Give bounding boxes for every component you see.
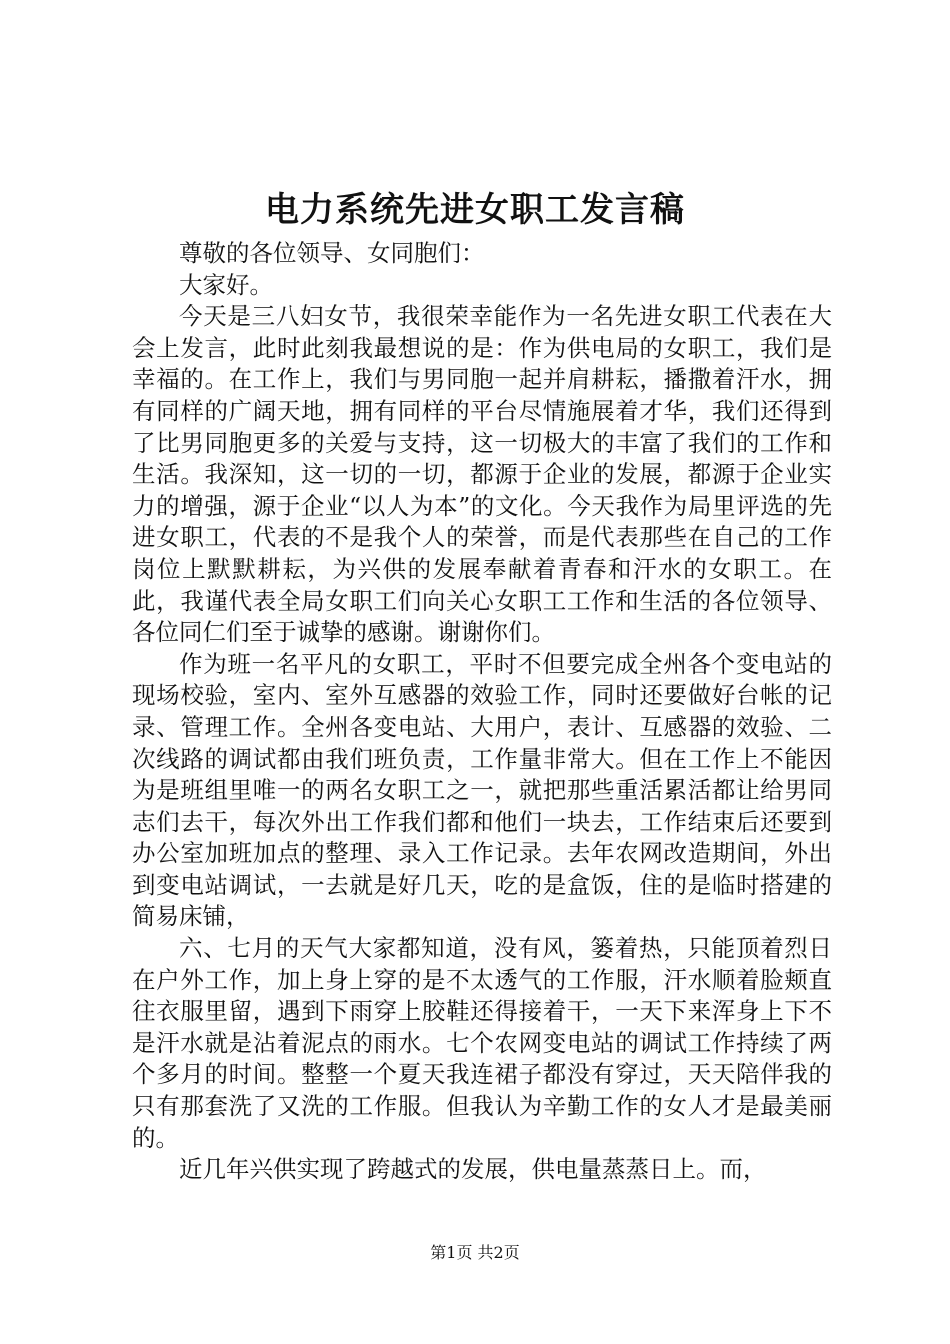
document-title: 电力系统先进女职工发言稿: [265, 190, 685, 230]
page-footer: 第1页 共2页: [430, 1243, 520, 1262]
paragraph-greeting: 大家好。: [179, 270, 273, 299]
paragraph-intro: 今天是三八妇女节，我很荣幸能作为一名先进女职工代表在大会上发言，此时此刻我最想说的是：作为供电局的女职工，我们是幸福的。在工作上，我们与男同胞一起并肩耕耘，播撒着汗水，拥有同样的广阔天地，拥有同样的平台尽情施展着才华，我们还得到了比男同胞更多的关爱与支持，这一切极大的丰富了我们的工作和生活。我深知，这一切的一切，都源于企业的发展，都源于企业实力的增强，源于企业“以人为本”的文化。今天我作为局里评选的先进女职工，代表的不是我个人的荣誉，而是代表那些在自己的工作岗位上默默耕耘，为兴供的发展奉献着青春和汗水的女职工。在此，我谨代表全局女职工们向关心女职工工作和生活的各位领导、各位同仁们至于诚挚的感谢。谢谢你们。: [132, 302, 832, 647]
paragraph-summer: 六、七月的天气大家都知道，没有风，篓着热，只能顶着烈日在户外工作，加上身上穿的是不太透气的工作服，汗水顺着脸颊直往衣服里留，遇到下雨穿上胶鞋还得接着干，一天下来浑身上下不是汗水就是沾着泥点的雨水。七个农网变电站的调试工作持续了两个多月的时间。整整一个夏天我连裙子都没有穿过，天天陪伴我的只有那套洗了又洗的工作服。但我认为辛勤工作的女人才是最美丽的。: [132, 934, 832, 1152]
paragraph-salutation: 尊敬的各位领导、女同胞们：: [179, 239, 485, 267]
document-body: [132, 238, 832, 1186]
paragraph-work: 作为班一名平凡的女职工，平时不但要完成全州各个变电站的现场校验，室内、室外互感器的效验工作，同时还要做好台帐的记录、管理工作。全州各变电站、大用户，表计、互感器的效验、二次线路的调试都由我们班负责，工作量非常大。但在工作上不能因为是班组里唯一的两名女职工之一，就把那些重活累活都让给男同志们去干，每次外出工作我们都和他们一块去，工作结束后还要到办公室加班加点的整理、录入工作记录。去年农网改造期间，外出到变电站调试，一去就是好几天，吃的是盒饭，住的是临时搭建的简易床铺，: [132, 649, 832, 931]
paragraph-development: 近几年兴供实现了跨越式的发展，供电量蒸蒸日上。而，: [179, 1155, 767, 1184]
